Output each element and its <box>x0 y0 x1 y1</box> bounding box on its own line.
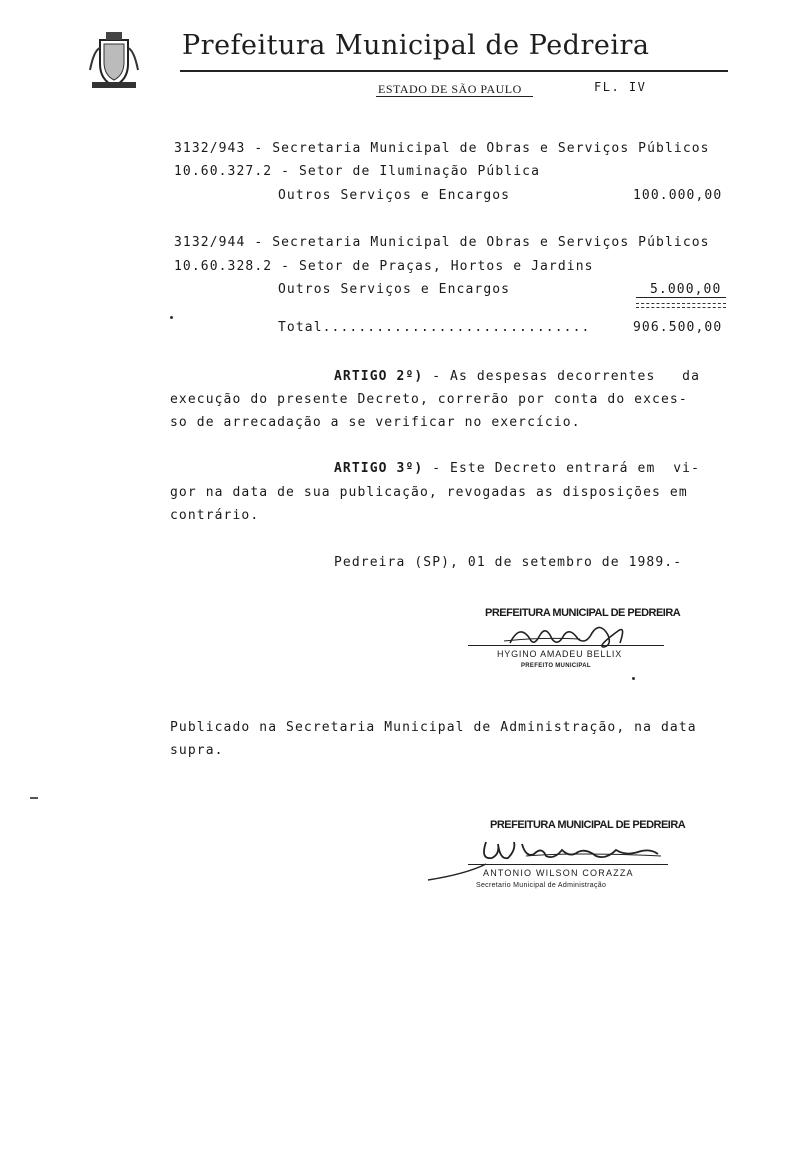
artigo-3-text: - Este Decreto entrará em vi- <box>423 461 701 476</box>
signature-2-stamp: PREFEITURA MUNICIPAL DE PEDREIRA <box>490 819 686 831</box>
signature-2-line <box>468 864 668 865</box>
artigo-3-line3: contrário. <box>170 508 260 523</box>
artigo-3-line2: gor na data de sua publicação, revogadas as disposições em <box>170 485 688 500</box>
artigo-2-heading: ARTIGO 2º) <box>334 369 424 384</box>
signature-1-line <box>468 645 664 646</box>
scan-speck <box>30 797 38 799</box>
state-label: ESTADO DE SÃO PAULO <box>378 82 522 96</box>
entry-code: 3132/944 - Secretaria Municipal de Obras e Serviços Públicos <box>174 235 710 250</box>
publication-line1: Publicado na Secretaria Municipal de Administração, na data <box>170 720 697 735</box>
title-underline <box>180 70 728 72</box>
artigo-2-line3: so de arrecadação a se verificar no exercício. <box>170 415 581 430</box>
date-line: Pedreira (SP), 01 de setembro de 1989.- <box>334 555 683 570</box>
total-label: Total.............................. <box>278 320 591 335</box>
entry-amount: 100.000,00 <box>633 188 723 203</box>
entry-code: 3132/943 - Secretaria Municipal de Obras e Serviços Públicos <box>174 141 710 156</box>
artigo-2-text: - As despesas decorrentes da <box>423 369 701 384</box>
total-amount: 906.500,00 <box>633 320 723 335</box>
sum-double-rule <box>636 303 726 308</box>
signature-1-name: HYGINO AMADEU BELLIX <box>497 649 623 659</box>
entry-item: Outros Serviços e Encargos <box>278 282 511 297</box>
scan-speck <box>632 677 635 680</box>
signature-1-stamp: PREFEITURA MUNICIPAL DE PEDREIRA <box>485 607 681 619</box>
scan-speck <box>170 316 173 319</box>
signature-2-name: ANTONIO WILSON CORAZZA <box>483 868 634 878</box>
state-underline <box>376 96 533 97</box>
signature-1-role: PREFEITO MUNICIPAL <box>521 663 591 669</box>
artigo-2-line1 <box>334 369 700 384</box>
entry-unit: 10.60.327.2 - Setor de Iluminação Pública <box>174 164 540 179</box>
entry-amount: 5.000,00 <box>650 282 722 297</box>
coat-of-arms-icon <box>86 30 142 92</box>
entry-item: Outros Serviços e Encargos <box>278 188 511 203</box>
signature-2-role: Secretario Municipal de Administração <box>476 882 607 889</box>
publication-line2: supra. <box>170 743 224 758</box>
page-number: FL. IV <box>594 80 647 94</box>
sum-underline <box>636 297 726 298</box>
page-title: Prefeitura Municipal de Pedreira <box>182 30 650 61</box>
entry-unit: 10.60.328.2 - Setor de Praças, Hortos e Jardins <box>174 259 594 274</box>
artigo-3-line1 <box>334 461 700 476</box>
artigo-2-line2: execução do presente Decreto, correrão por conta do exces- <box>170 392 688 407</box>
artigo-3-heading: ARTIGO 3º) <box>334 461 424 476</box>
